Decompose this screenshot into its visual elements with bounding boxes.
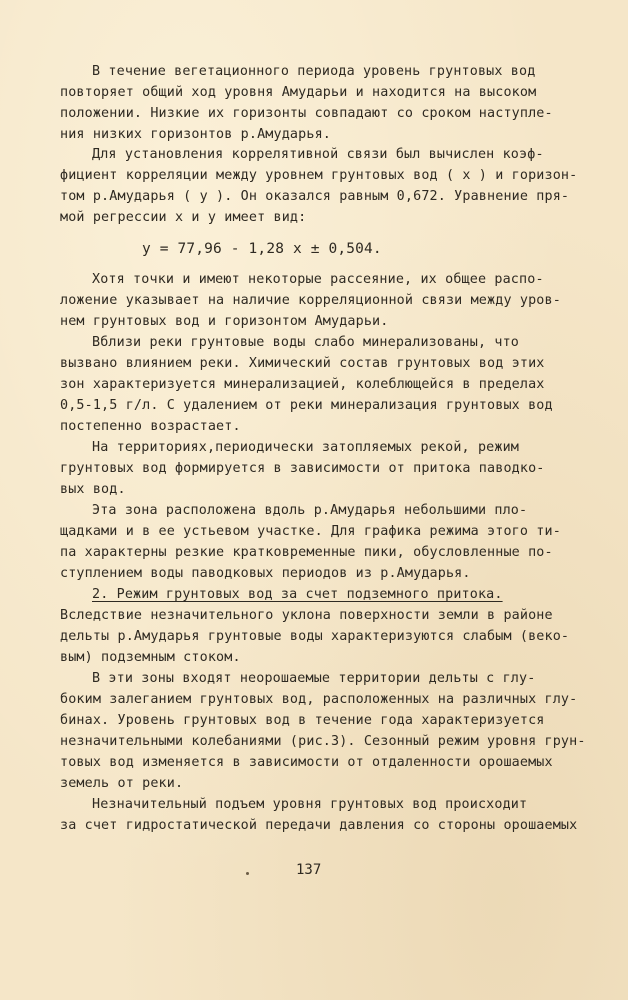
text-line: ния низких горизонтов р.Амударья. [60,127,331,142]
text-line: Эта зона расположена вдоль р.Амударья небольшими пло- [92,503,528,518]
text-line: вым) подземным стоком. [60,650,241,665]
text-line: На территориях,периодически затопляемых рекой, режим [92,440,520,455]
text-line: Незначительный подъем уровня грунтовых вод происходит [92,797,528,812]
text-line: Для установления коррелятивной связи был вычислен коэф- [92,147,544,162]
text-line: В течение вегетационного периода уровень грунтовых вод [92,64,536,79]
text-line: зон характеризуется минерализацией, колеблющейся в пределах [60,377,545,392]
text-line: бинах. Уровень грунтовых вод в течение года характеризуется [60,713,545,728]
text-line: па характерны резкие кратковременные пики, обусловленные по- [60,545,553,560]
text-line: ступлением воды паводковых периодов из р.Амударья. [60,566,471,581]
text-line: Хотя точки и имеют некоторые рассеяние, их общее распо- [92,272,544,287]
text-line: нем грунтовых вод и горизонтом Амударьи. [60,314,389,329]
text-line: В эти зоны входят неорошаемые территории дельты с глу- [92,671,536,686]
section-heading: 2. Режим грунтовых вод за счет подземного притока. [92,587,503,602]
text-line: за счет гидростатической передачи давления со стороны орошаемых [60,818,578,833]
text-line: боким залеганием грунтовых вод, расположенных на различных глу- [60,692,578,707]
text-line: земель от реки. [60,776,184,791]
text-line: вызвано влиянием реки. Химический состав грунтовых вод этих [60,356,545,371]
text-line: положении. Низкие их горизонты совпадают со сроком наступле- [60,106,553,121]
text-line: вых вод. [60,482,126,497]
text-line: 0,5-1,5 г/л. С удалением от реки минерализация грунтовых вод [60,398,553,413]
text-line: товых вод изменяется в зависимости от отдаленности орошаемых [60,755,553,770]
text-line: повторяет общий ход уровня Амударьи и находится на высоком [60,85,537,100]
page-number: 137 [296,862,322,878]
text-line: дельты р.Амударья грунтовые воды характеризуются слабым (веко- [60,629,570,644]
text-line: щадками и в ее устьевом участке. Для графика режима этого ти- [60,524,561,539]
ink-dot [246,872,249,875]
text-line: том р.Амударья ( у ). Он оказался равным 0,672. Уравнение пря- [60,189,570,204]
text-line: незначительными колебаниями (рис.3). Сезонный режим уровня грун- [60,734,586,749]
text-line: постепенно возрастает. [60,419,241,434]
text-line: фициент корреляции между уровнем грунтовых вод ( х ) и горизон- [60,168,578,183]
text-line: Вследствие незначительного уклона поверхности земли в районе [60,608,553,623]
text-line: ложение указывает на наличие корреляционной связи между уров- [60,293,561,308]
regression-formula: у = 77,96 - 1,28 х ± 0,504. [142,241,382,257]
text-line: грунтовых вод формируется в зависимости от притока паводко- [60,461,545,476]
text-line: Вблизи реки грунтовые воды слабо минерализованы, что [92,335,520,350]
text-line: мой регрессии х и у имеет вид: [60,210,307,225]
